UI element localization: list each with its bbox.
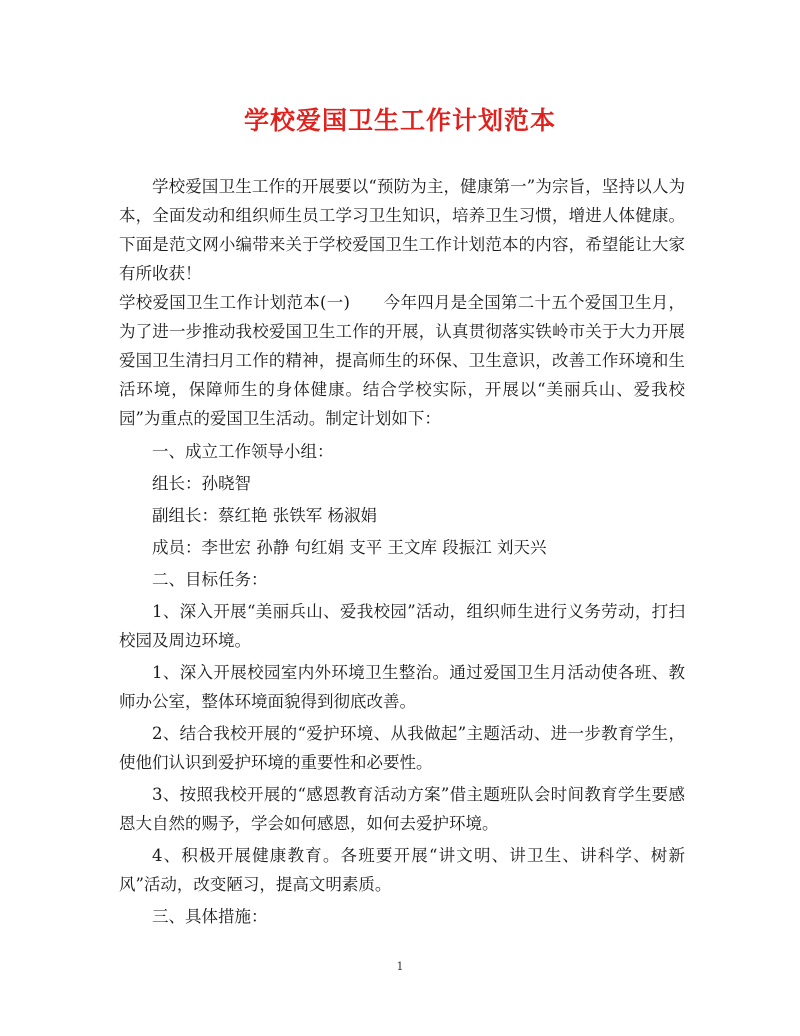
leader-line: 组长：孙晓智 (152, 474, 251, 493)
plan-intro-paragraph: 学校爱国卫生工作计划范本(一) 今年四月是全国第二十五个爱国卫生月，为了进一步推动我校爱国卫生工作的开展，认真贯彻落实铁岭市关于大力开展爱国卫生清扫月工作的精神，提高师生的环保、卫生意识，改善工作环境和生活环境，保障师生的身体健康。结合学校实际，开展以“美丽兵山、爱我校园”为重点的爱国卫生活动。制定计划如下： (119, 293, 685, 428)
section-heading-measures: 三、具体措施： (152, 907, 268, 926)
section-heading-leadership: 一、成立工作领导小组： (152, 442, 334, 461)
goal-item: 2、结合我校开展的“爱护环境、从我做起”主题活动、进一步教育学生，使他们认识到爱护环境的重要性和必要性。 (119, 724, 685, 772)
goal-item: 1、深入开展校园室内外环境卫生整治。通过爱国卫生月活动使各班、教师办公室，整体环境面貌得到彻底改善。 (119, 663, 685, 711)
goal-item: 3、按照我校开展的“感恩教育活动方案”借主题班队会时间教育学生要感恩大自然的赐予，学会如何感恩，如何去爱护环境。 (119, 785, 685, 833)
goal-item: 4、积极开展健康教育。各班要开展“讲文明、讲卫生、讲科学、树新风”活动，改变陋习，提高文明素质。 (119, 846, 685, 894)
document-body (119, 172, 685, 934)
deputy-leader-line: 副组长：蔡红艳 张铁军 杨淑娟 (152, 506, 377, 525)
section-heading-goals: 二、目标任务： (152, 570, 268, 589)
document-title: 学校爱国卫生工作计划范本 (243, 106, 556, 135)
goal-item: 1、深入开展“美丽兵山、爱我校园”活动，组织师生进行义务劳动，打扫校园及周边环境。 (119, 602, 685, 650)
page-number: 1 (396, 960, 404, 973)
intro-paragraph: 学校爱国卫生工作的开展要以“预防为主，健康第一”为宗旨，坚持以人为本，全面发动和组织师生员工学习卫生知识，培养卫生习惯，增进人体健康。下面是范文网小编带来关于学校爱国卫生工作计划范本的内容，希望能让大家有所收获！ (119, 177, 685, 283)
members-line: 成员：李世宏 孙静 句红娟 支平 王文库 段振江 刘天兴 (152, 538, 547, 557)
